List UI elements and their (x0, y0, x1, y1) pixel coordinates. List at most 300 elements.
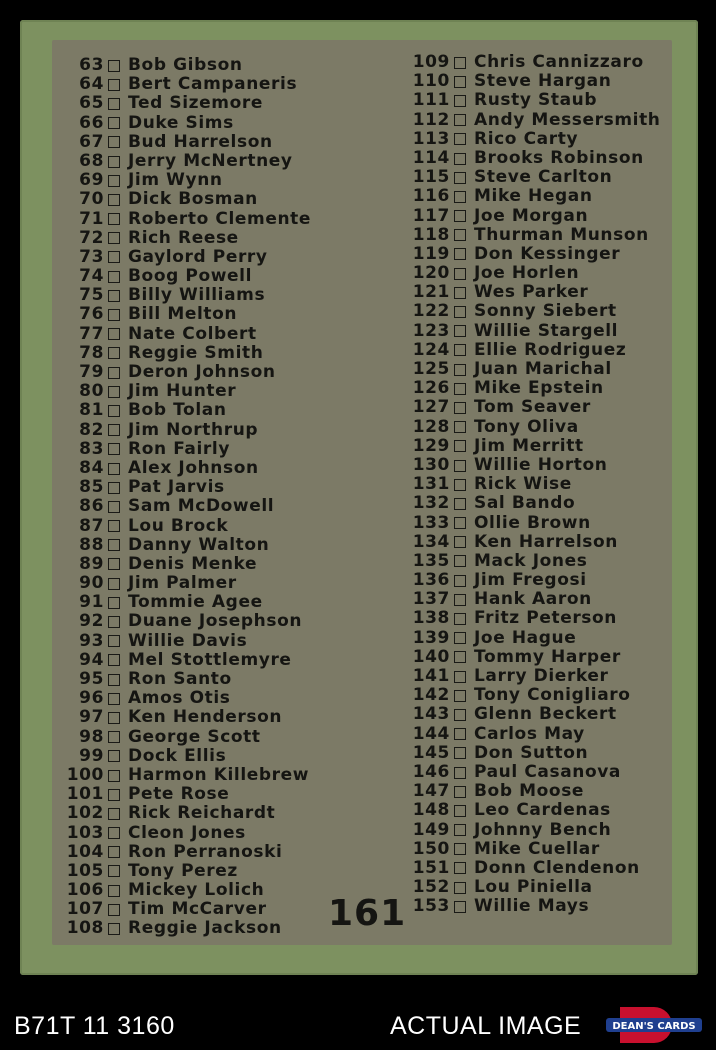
card-number: 138 (412, 608, 450, 629)
player-name: Larry Dierker (474, 666, 609, 686)
logo-text: DEAN'S CARDS (612, 1021, 696, 1032)
card-number: 88 (79, 534, 104, 555)
checkbox-square (108, 616, 120, 628)
card-number: 132 (412, 493, 450, 514)
card-number: 107 (66, 899, 104, 920)
checklist-row (62, 363, 311, 382)
player-name: Sal Bando (474, 493, 576, 514)
checklist-row (408, 283, 661, 302)
checkbox-square (108, 827, 120, 839)
checkbox-square (454, 383, 466, 395)
inventory-code: B71T 11 3160 (14, 1012, 175, 1040)
checklist-row (62, 190, 311, 209)
card-number: 102 (66, 803, 104, 824)
player-name: Fritz Peterson (474, 608, 618, 629)
checkbox-square (454, 248, 466, 260)
checklist-row (408, 302, 661, 321)
player-name: Alex Johnson (128, 457, 259, 478)
player-name: Jim Hunter (128, 381, 237, 402)
card-number: 90 (79, 573, 104, 594)
card-number: 108 (66, 918, 104, 939)
checkbox-square (108, 597, 120, 609)
player-name: Jim Northrup (128, 419, 259, 440)
checklist-row (62, 114, 311, 133)
checkbox-square (454, 517, 466, 529)
checkbox-square (108, 904, 120, 916)
card-number: 137 (412, 589, 450, 610)
checkbox-square (454, 594, 466, 606)
card-number: 130 (412, 454, 450, 475)
checkbox-square (454, 268, 466, 280)
checklist-row (408, 91, 661, 110)
player-name: Rick Wise (474, 474, 572, 495)
player-name: Ted Sizemore (128, 93, 263, 114)
checklist-row (408, 494, 661, 513)
card-number: 95 (79, 669, 104, 689)
card-number: 82 (79, 419, 104, 440)
checkbox-square (108, 290, 120, 302)
player-name: Jim Palmer (128, 573, 237, 594)
checkbox-square (454, 862, 466, 874)
player-name: Tom Seaver (474, 397, 591, 418)
checkbox-square (108, 885, 120, 897)
player-name: Lou Brock (128, 515, 229, 536)
card-number: 76 (79, 304, 104, 325)
card-number: 119 (412, 243, 450, 264)
checkbox-square (454, 613, 466, 625)
checkbox-square (108, 232, 120, 244)
player-name: Jerry McNertney (128, 150, 293, 171)
player-name: Mack Jones (474, 550, 588, 571)
checklist-row (408, 456, 661, 475)
checkbox-square (108, 578, 120, 590)
card-number: 101 (66, 784, 104, 805)
checklist-row (408, 264, 661, 283)
card-number: 143 (412, 704, 450, 725)
card-number: 126 (412, 378, 450, 399)
card-number: 74 (79, 266, 104, 287)
player-name: Jim Wynn (128, 170, 223, 191)
checkbox-square (108, 424, 120, 436)
checklist-row (408, 744, 661, 763)
card-number: 147 (412, 781, 450, 802)
checkbox-square (108, 731, 120, 743)
checkbox-square (454, 728, 466, 740)
player-name: Pete Rose (128, 784, 230, 805)
checklist-row (62, 344, 311, 363)
player-name: Dick Bosman (128, 189, 258, 210)
checklist-row (408, 571, 661, 590)
card-number: 115 (412, 167, 450, 188)
player-name: Ron Santo (128, 669, 232, 689)
checklist-row (408, 590, 661, 609)
checkbox-square (454, 882, 466, 894)
player-name: Nate Colbert (128, 323, 257, 344)
player-name: Johnny Bench (474, 819, 612, 840)
player-name: Reggie Smith (128, 342, 264, 363)
checkbox-square (108, 923, 120, 935)
checkbox-square (108, 539, 120, 551)
card-number: 92 (79, 611, 104, 632)
checklist-row (62, 382, 311, 401)
checkbox-square (454, 114, 466, 126)
card-number: 117 (412, 205, 450, 226)
card-number: 113 (412, 128, 450, 149)
card-number: 80 (79, 381, 104, 402)
checklist-row (408, 878, 661, 897)
checkbox-square (454, 843, 466, 855)
checklist-row (408, 725, 661, 744)
checklist-row (62, 612, 311, 631)
card-number: 139 (412, 627, 450, 648)
checkbox-square (454, 690, 466, 702)
player-name: Ollie Brown (474, 512, 591, 533)
checkbox-square (454, 440, 466, 452)
player-name: Duane Josephson (128, 611, 303, 632)
card-number: 84 (79, 457, 104, 478)
card-number: 87 (79, 515, 104, 536)
checklist-row (408, 207, 661, 226)
checklist-row (408, 322, 661, 341)
checklist-row (408, 398, 661, 417)
checklist-row (408, 130, 661, 149)
checkbox-square (108, 156, 120, 168)
card-number: 152 (412, 877, 450, 898)
checkbox-square (108, 789, 120, 801)
checklist-row (62, 670, 311, 689)
checklist-row (62, 325, 311, 344)
card-number: 94 (79, 649, 104, 670)
checkbox-square (454, 287, 466, 299)
card-number: 140 (412, 646, 450, 667)
card-number: 136 (412, 570, 450, 591)
card-number: 135 (412, 550, 450, 571)
checklist-row (408, 168, 661, 187)
player-name: Steve Hargan (474, 71, 612, 92)
card-number: 149 (412, 819, 450, 840)
checklist-row (62, 421, 311, 440)
checklist-row (408, 552, 661, 571)
player-name: Deron Johnson (128, 362, 276, 382)
card-number: 145 (412, 742, 450, 763)
checklist-row (408, 379, 661, 398)
checkbox-square (454, 479, 466, 491)
player-name: Don Sutton (474, 742, 589, 763)
checkbox-square (108, 558, 120, 570)
card-number: 142 (412, 685, 450, 706)
checklist-row (62, 459, 311, 478)
player-name: Ellie Rodriguez (474, 339, 627, 360)
player-name: Ron Perranoski (128, 841, 283, 862)
card-number: 116 (412, 186, 450, 207)
checkbox-square (454, 364, 466, 376)
checklist-row (62, 248, 311, 267)
player-name: Joe Hague (474, 627, 577, 648)
checkbox-square (454, 805, 466, 817)
checklist-row (62, 785, 311, 804)
card-number: 99 (79, 745, 104, 766)
checklist-right-column (408, 53, 661, 916)
actual-image-label: ACTUAL IMAGE (390, 1012, 582, 1040)
checkbox-square (108, 386, 120, 398)
checklist-row (62, 210, 311, 229)
checkbox-square (108, 328, 120, 340)
deans-cards-logo (606, 1005, 702, 1045)
checklist-page-number: 161 (328, 893, 407, 934)
checklist-left-column (62, 56, 311, 939)
checkbox-square (454, 172, 466, 184)
checklist-row (62, 651, 311, 670)
checklist-row (62, 152, 311, 171)
checklist-row (62, 401, 311, 420)
player-name: Brooks Robinson (474, 147, 644, 168)
card-number: 79 (79, 362, 104, 382)
checkbox-square (108, 251, 120, 263)
player-name: Lou Piniella (474, 877, 593, 898)
card-number: 63 (79, 55, 104, 75)
player-name: Hank Aaron (474, 589, 592, 610)
checklist-row (62, 747, 311, 766)
player-name: Tony Conigliaro (474, 685, 631, 706)
checkbox-square (108, 175, 120, 187)
checklist-row (62, 689, 311, 708)
card-number: 129 (412, 435, 450, 456)
player-name: Tony Oliva (474, 416, 579, 437)
checkbox-square (108, 846, 120, 858)
checkbox-square (454, 153, 466, 165)
checkbox-square (454, 555, 466, 567)
checklist-row (62, 708, 311, 727)
checkbox-square (108, 693, 120, 705)
checklist-row (408, 418, 661, 437)
checklist-row (408, 187, 661, 206)
card-number: 73 (79, 246, 104, 267)
player-name: Willie Stargell (474, 320, 619, 341)
player-name: Chris Cannizzaro (474, 52, 644, 72)
checkbox-square (108, 770, 120, 782)
checkbox-square (454, 402, 466, 414)
checklist-row (62, 75, 311, 94)
player-name: Rich Reese (128, 227, 239, 248)
checkbox-square (108, 367, 120, 379)
card-number: 120 (412, 263, 450, 284)
player-name: Willie Mays (474, 896, 590, 917)
card-number: 96 (79, 688, 104, 709)
player-name: Willie Horton (474, 454, 608, 475)
player-name: Gaylord Perry (128, 246, 268, 267)
card-number: 144 (412, 723, 450, 744)
player-name: Rick Reichardt (128, 803, 276, 824)
checklist-row (408, 111, 661, 130)
checklist-row (408, 226, 661, 245)
checkbox-square (454, 133, 466, 145)
checklist-row (62, 728, 311, 747)
checklist-row (62, 881, 311, 900)
card-number: 98 (79, 726, 104, 747)
checkbox-square (108, 501, 120, 513)
checklist-row (62, 133, 311, 152)
card-number: 111 (412, 90, 450, 111)
checklist-row (408, 514, 661, 533)
checklist-row (62, 593, 311, 612)
checklist-row (408, 245, 661, 264)
card-number: 93 (79, 630, 104, 651)
player-name: Andy Messersmith (474, 109, 661, 130)
checklist-row (408, 341, 661, 360)
checkbox-square (454, 901, 466, 913)
checkbox-square (454, 460, 466, 472)
checkbox-square (454, 229, 466, 241)
checklist-row (62, 305, 311, 324)
checklist-row (408, 360, 661, 379)
player-name: Roberto Clemente (128, 208, 312, 229)
checklist-row (408, 149, 661, 168)
checklist-row (62, 574, 311, 593)
card-number: 89 (79, 553, 104, 574)
card-number: 64 (79, 74, 104, 95)
card-number: 103 (66, 822, 104, 843)
card-number: 104 (66, 841, 104, 862)
checkbox-square (108, 865, 120, 877)
player-name: Dock Ellis (128, 745, 227, 766)
checkbox-square (454, 786, 466, 798)
player-name: Rico Carty (474, 128, 579, 149)
checkbox-square (108, 750, 120, 762)
player-name: Boog Powell (128, 266, 253, 287)
checkbox-square (108, 463, 120, 475)
player-name: Mike Hegan (474, 186, 593, 207)
card-number: 128 (412, 416, 450, 437)
card-number: 123 (412, 320, 450, 341)
player-name: Bob Tolan (128, 400, 227, 421)
checkbox-square (108, 213, 120, 225)
player-name: George Scott (128, 726, 261, 747)
checklist-row (62, 900, 311, 919)
player-name: Joe Morgan (474, 205, 589, 226)
checklist-row (408, 821, 661, 840)
player-name: Tommy Harper (474, 646, 621, 667)
card-number: 85 (79, 477, 104, 498)
card-number: 141 (412, 666, 450, 686)
player-name: Cleon Jones (128, 822, 246, 843)
player-name: Pat Jarvis (128, 477, 225, 498)
player-name: Paul Casanova (474, 761, 621, 782)
card-number: 134 (412, 531, 450, 552)
player-name: Wes Parker (474, 282, 589, 303)
card-number: 70 (79, 189, 104, 210)
player-name: Billy Williams (128, 285, 266, 306)
checklist-row (62, 824, 311, 843)
card-number: 67 (79, 131, 104, 152)
checkbox-square (454, 191, 466, 203)
checklist-row (62, 843, 311, 862)
checkbox-square (454, 95, 466, 107)
card-number: 68 (79, 150, 104, 171)
checkbox-square (108, 347, 120, 359)
player-name: Mel Stottlemyre (128, 649, 292, 670)
checkbox-square (108, 482, 120, 494)
card-number: 112 (412, 109, 450, 130)
checklist-row (408, 475, 661, 494)
checklist-row (62, 94, 311, 113)
card-number: 151 (412, 857, 450, 878)
player-name: Glenn Beckert (474, 704, 617, 725)
card-number: 146 (412, 761, 450, 782)
player-name: Jim Merritt (474, 435, 584, 456)
player-name: Denis Menke (128, 553, 258, 574)
checkbox-square (108, 635, 120, 647)
checklist-row (408, 763, 661, 782)
checkbox-square (454, 536, 466, 548)
card-number: 97 (79, 707, 104, 728)
checklist-row (62, 171, 311, 190)
checkbox-square (108, 98, 120, 110)
card-number: 86 (79, 496, 104, 517)
checklist-row (62, 536, 311, 555)
checkbox-square (108, 117, 120, 129)
card-number: 100 (66, 764, 104, 785)
checkbox-square (454, 498, 466, 510)
card-number: 127 (412, 397, 450, 418)
checkbox-square (454, 344, 466, 356)
checkbox-square (108, 79, 120, 91)
player-name: Steve Carlton (474, 167, 613, 188)
card-number: 122 (412, 301, 450, 322)
card-number: 72 (79, 227, 104, 248)
checkbox-square (108, 136, 120, 148)
card-number: 118 (412, 224, 450, 245)
checkbox-square (454, 306, 466, 318)
card-number: 83 (79, 438, 104, 459)
checkbox-square (108, 443, 120, 455)
checkbox-square (108, 271, 120, 283)
checklist-row (62, 440, 311, 459)
checkbox-square (454, 709, 466, 721)
player-name: Juan Marichal (474, 359, 612, 379)
player-name: Reggie Jackson (128, 918, 282, 939)
player-name: Bud Harrelson (128, 131, 273, 152)
card-number: 71 (79, 208, 104, 229)
player-name: Ron Fairly (128, 438, 230, 459)
card-number: 121 (412, 282, 450, 303)
checklist-row (408, 897, 661, 916)
checklist-row (408, 648, 661, 667)
card-number: 106 (66, 880, 104, 901)
player-name: Joe Horlen (474, 263, 580, 284)
checkbox-square (454, 421, 466, 433)
card-number: 75 (79, 285, 104, 306)
checklist-row (62, 267, 311, 286)
checkbox-square (454, 57, 466, 69)
player-name: Donn Clendenon (474, 857, 640, 878)
player-name: Mike Epstein (474, 378, 604, 399)
checklist-row (62, 555, 311, 574)
card-number: 81 (79, 400, 104, 421)
card-number: 114 (412, 147, 450, 168)
player-name: Bob Gibson (128, 55, 243, 75)
checkbox-square (108, 309, 120, 321)
player-name: Duke Sims (128, 112, 234, 133)
checkbox-square (108, 194, 120, 206)
checkbox-square (108, 674, 120, 686)
card-number: 69 (79, 170, 104, 191)
checklist-row (62, 919, 311, 938)
checklist-row (62, 497, 311, 516)
player-name: Leo Cardenas (474, 800, 611, 821)
checklist-row (408, 859, 661, 878)
player-name: Mickey Lolich (128, 880, 265, 901)
player-name: Sam McDowell (128, 496, 275, 517)
